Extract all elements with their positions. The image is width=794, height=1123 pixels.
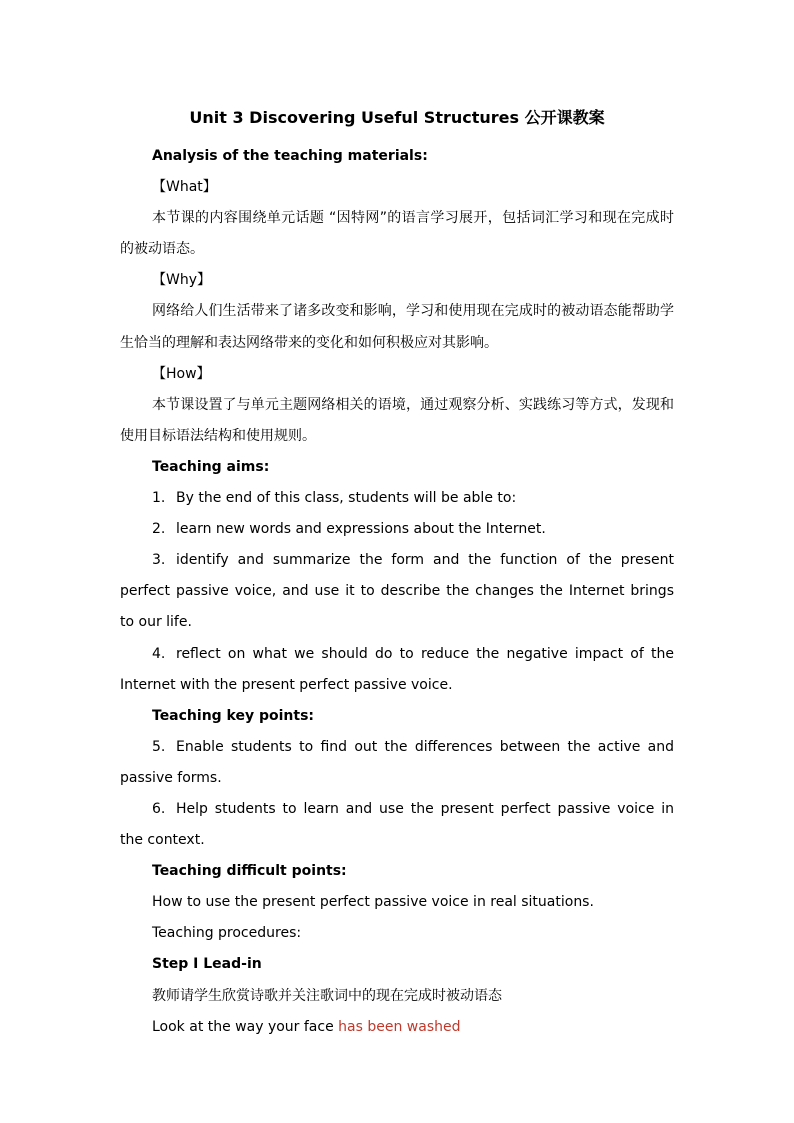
document-title: Unit 3 Discovering Useful Structures 公开课教案: [189, 108, 605, 127]
aim-number: 2.: [152, 521, 166, 538]
key-point-text: Enable students to find out the differences between the active and passive forms.: [120, 738, 674, 786]
lyric-highlight: has been washed: [338, 1018, 461, 1035]
aim-number: 4.: [152, 645, 166, 662]
key-points-heading: Teaching key points:: [152, 707, 315, 724]
what-paragraph: 本节课的内容围绕单元话题 “因特网”的语言学习展开，包括词汇学习和现在完成时的被动语态。: [120, 210, 674, 258]
aim-number: 3.: [152, 552, 166, 569]
why-heading: 【Why】: [152, 272, 212, 289]
key-point-number: 6.: [152, 800, 166, 817]
what-heading: 【What】: [152, 179, 217, 196]
procedures-heading: Teaching procedures:: [152, 925, 302, 942]
aim-item: [120, 483, 674, 514]
aim-text: identify and summarize the form and the function of the present perfect passive voice, and use it to describe the changes the Internet brings to our life.: [120, 552, 674, 631]
difficult-points-text: How to use the present perfect passive voice in real situations.: [152, 894, 594, 911]
aim-item: [120, 514, 674, 545]
how-heading: 【How】: [152, 365, 211, 382]
aim-item: [120, 639, 674, 701]
how-paragraph: 本节课设置了与单元主题网络相关的语境，通过观察分析、实践练习等方式，发现和使用目标语法结构和使用规则。: [120, 396, 674, 444]
teaching-aims-heading: Teaching aims:: [152, 458, 270, 475]
step-one-heading: Step Ⅰ Lead-in: [152, 956, 262, 973]
aim-item: [120, 545, 674, 638]
step-one-text: 教师请学生欣赏诗歌并关注歌词中的现在完成时被动语态: [152, 987, 502, 1004]
difficult-points-heading: Teaching difficult points:: [152, 863, 347, 880]
key-point-item: [120, 732, 674, 794]
lyric-line: [120, 1012, 674, 1043]
aim-number: 1.: [152, 490, 166, 507]
key-point-number: 5.: [152, 738, 166, 755]
aim-text: learn new words and expressions about the Internet.: [176, 521, 546, 538]
why-paragraph: 网络给人们生活带来了诸多改变和影响，学习和使用现在完成时的被动语态能帮助学生恰当的理解和表达网络带来的变化和如何积极应对其影响。: [120, 303, 674, 351]
document-body: [120, 141, 674, 1043]
analysis-heading: Analysis of the teaching materials:: [152, 148, 428, 164]
key-point-text: Help students to learn and use the present perfect passive voice in the context.: [120, 800, 674, 849]
aim-text: reflect on what we should do to reduce the negative impact of the Internet with the present perfect passive voice.: [120, 645, 674, 693]
key-point-item: [120, 794, 674, 856]
lyric-prefix: Look at the way your face: [152, 1018, 339, 1035]
aim-text: By the end of this class, students will be able to:: [176, 490, 517, 507]
